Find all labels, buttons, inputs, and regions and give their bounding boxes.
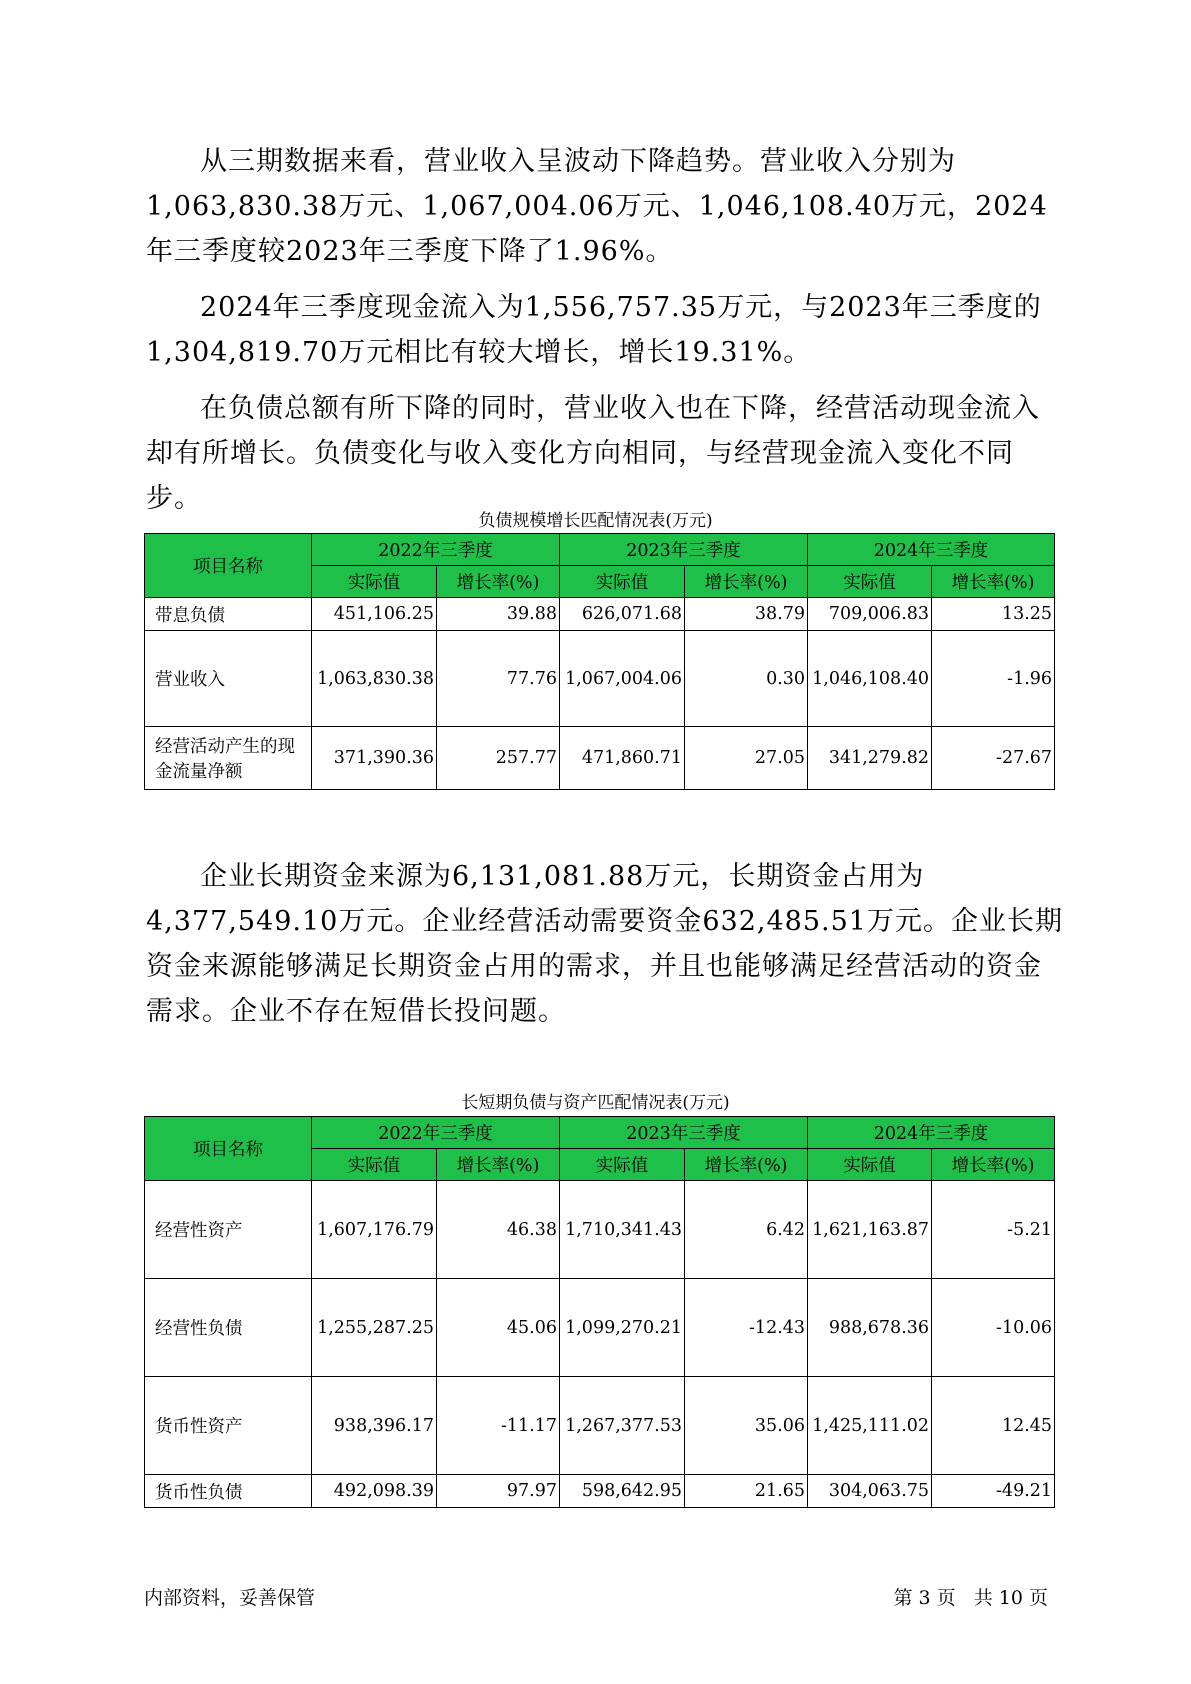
header-actual: 实际值 xyxy=(808,566,932,598)
cell-growth-2022: -11.17 xyxy=(437,1377,560,1475)
cell-growth-2024: 13.25 xyxy=(932,598,1055,631)
cell-actual-2022: 492,098.39 xyxy=(312,1475,437,1508)
cell-growth-2024: -1.96 xyxy=(932,631,1055,727)
header-growth: 增长率(%) xyxy=(932,1149,1055,1181)
cell-growth-2022: 39.88 xyxy=(437,598,560,631)
cell-actual-2023: 471,860.71 xyxy=(560,727,685,790)
cell-growth-2024: -49.21 xyxy=(932,1475,1055,1508)
cell-growth-2022: 45.06 xyxy=(437,1279,560,1377)
cell-growth-2023: 0.30 xyxy=(685,631,808,727)
cell-growth-2023: 21.65 xyxy=(685,1475,808,1508)
header-period-2024: 2024年三季度 xyxy=(808,1117,1055,1149)
cell-growth-2023: 27.05 xyxy=(685,727,808,790)
header-growth: 增长率(%) xyxy=(437,566,560,598)
header-growth: 增长率(%) xyxy=(932,566,1055,598)
paragraph-cash-inflow: 2024年三季度现金流入为1,556,757.35万元，与2023年三季度的1,304,819.70万元相比有较大增长，增长19.31%。 xyxy=(146,292,1042,368)
cell-actual-2024: 709,006.83 xyxy=(808,598,932,631)
header-actual: 实际值 xyxy=(560,1149,685,1181)
cell-actual-2023: 1,710,341.43 xyxy=(560,1181,685,1279)
cell-actual-2023: 626,071.68 xyxy=(560,598,685,631)
cell-actual-2023: 1,099,270.21 xyxy=(560,1279,685,1377)
table2-caption: 长短期负债与资产匹配情况表(万元) xyxy=(461,1093,730,1113)
cell-actual-2024: 341,279.82 xyxy=(808,727,932,790)
cell-growth-2023: 35.06 xyxy=(685,1377,808,1475)
paragraph-debt-vs-revenue: 在负债总额有所下降的同时，营业收入也在下降，经营活动现金流入却有所增长。负债变化与收入变化方向相同，与经营现金流入变化不同步。 xyxy=(146,393,1040,514)
cell-actual-2024: 1,425,111.02 xyxy=(808,1377,932,1475)
paragraph-long-term-funds: 企业长期资金来源为6,131,081.88万元，长期资金占用为4,377,549.10万元。企业经营活动需要资金632,485.51万元。企业长期资金来源能够满足长期资金占用的需求，并且也能够满足经营活动的资金需求。企业不存在短借长投问题。 xyxy=(146,861,1063,1027)
table-row xyxy=(145,727,1055,790)
cell-growth-2022: 46.38 xyxy=(437,1181,560,1279)
header-actual: 实际值 xyxy=(312,1149,437,1181)
cell-growth-2022: 97.97 xyxy=(437,1475,560,1508)
header-growth: 增长率(%) xyxy=(685,566,808,598)
table-row xyxy=(145,1279,1055,1377)
cell-actual-2022: 938,396.17 xyxy=(312,1377,437,1475)
cell-growth-2022: 77.76 xyxy=(437,631,560,727)
row-name: 营业收入 xyxy=(145,631,312,727)
cell-actual-2022: 1,607,176.79 xyxy=(312,1181,437,1279)
cell-actual-2022: 451,106.25 xyxy=(312,598,437,631)
table-row xyxy=(145,631,1055,727)
cell-actual-2023: 598,642.95 xyxy=(560,1475,685,1508)
cell-growth-2024: 12.45 xyxy=(932,1377,1055,1475)
row-name: 货币性资产 xyxy=(145,1377,312,1475)
header-item-name: 项目名称 xyxy=(145,1117,312,1181)
cell-growth-2024: -5.21 xyxy=(932,1181,1055,1279)
header-actual: 实际值 xyxy=(560,566,685,598)
cell-growth-2024: -10.06 xyxy=(932,1279,1055,1377)
header-item-name: 项目名称 xyxy=(145,534,312,598)
cell-actual-2024: 1,046,108.40 xyxy=(808,631,932,727)
header-growth: 增长率(%) xyxy=(437,1149,560,1181)
cell-growth-2023: 38.79 xyxy=(685,598,808,631)
footer-confidential-note: 内部资料，妥善保管 xyxy=(144,1587,316,1609)
cell-actual-2024: 304,063.75 xyxy=(808,1475,932,1508)
cell-actual-2022: 371,390.36 xyxy=(312,727,437,790)
cell-actual-2022: 1,063,830.38 xyxy=(312,631,437,727)
header-period-2022: 2022年三季度 xyxy=(312,1117,560,1149)
paragraph-revenue-trend: 从三期数据来看，营业收入呈波动下降趋势。营业收入分别为1,063,830.38万元、1,067,004.06万元、1,046,108.40万元，2024年三季度较2023年三季度下降了1.96%。 xyxy=(146,146,1048,267)
cell-actual-2022: 1,255,287.25 xyxy=(312,1279,437,1377)
header-growth: 增长率(%) xyxy=(685,1149,808,1181)
cell-growth-2023: 6.42 xyxy=(685,1181,808,1279)
table-row xyxy=(145,598,1055,631)
cell-actual-2024: 1,621,163.87 xyxy=(808,1181,932,1279)
asset-liability-match-table xyxy=(144,1116,1055,1508)
header-period-2022: 2022年三季度 xyxy=(312,534,560,566)
cell-growth-2022: 257.77 xyxy=(437,727,560,790)
footer-page-number: 第 3 页 共 10 页 xyxy=(893,1587,1048,1609)
cell-actual-2024: 988,678.36 xyxy=(808,1279,932,1377)
row-name: 经营性负债 xyxy=(145,1279,312,1377)
table-row xyxy=(145,1377,1055,1475)
row-name: 带息负债 xyxy=(145,598,312,631)
row-name: 经营活动产生的现金流量净额 xyxy=(145,727,312,790)
header-period-2023: 2023年三季度 xyxy=(560,1117,808,1149)
header-period-2023: 2023年三季度 xyxy=(560,534,808,566)
row-name: 货币性负债 xyxy=(145,1475,312,1508)
table-row xyxy=(145,1181,1055,1279)
row-name: 经营性资产 xyxy=(145,1181,312,1279)
cell-actual-2023: 1,267,377.53 xyxy=(560,1377,685,1475)
header-period-2024: 2024年三季度 xyxy=(808,534,1055,566)
header-actual: 实际值 xyxy=(312,566,437,598)
header-actual: 实际值 xyxy=(808,1149,932,1181)
table1-caption: 负债规模增长匹配情况表(万元) xyxy=(478,511,713,531)
debt-growth-table xyxy=(144,533,1055,790)
table-row xyxy=(145,1475,1055,1508)
cell-growth-2023: -12.43 xyxy=(685,1279,808,1377)
cell-growth-2024: -27.67 xyxy=(932,727,1055,790)
cell-actual-2023: 1,067,004.06 xyxy=(560,631,685,727)
